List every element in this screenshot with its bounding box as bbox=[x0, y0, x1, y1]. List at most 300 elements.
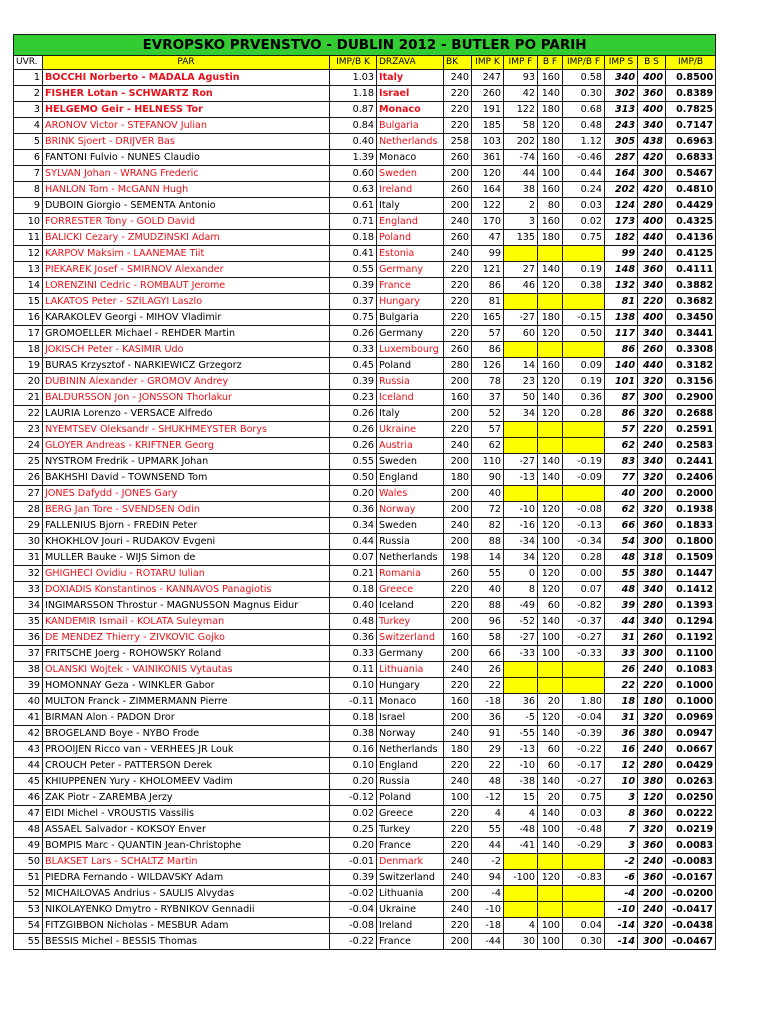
cell-impf[interactable]: -10 bbox=[504, 502, 538, 518]
cell-impbf[interactable]: 0.38 bbox=[563, 278, 605, 294]
cell-country[interactable]: Estonia bbox=[377, 246, 444, 262]
cell-uvr[interactable]: 41 bbox=[14, 710, 43, 726]
cell-impbf[interactable]: 0.50 bbox=[563, 326, 605, 342]
cell-bf[interactable]: 140 bbox=[538, 454, 563, 470]
cell-bs[interactable]: 220 bbox=[638, 294, 666, 310]
cell-impbk[interactable]: 0.10 bbox=[330, 678, 377, 694]
cell-pair[interactable]: BOMPIS Marc - QUANTIN Jean-Christophe bbox=[43, 838, 330, 854]
cell-impf[interactable]: -13 bbox=[504, 742, 538, 758]
cell-bk[interactable]: 200 bbox=[444, 614, 472, 630]
cell-impbf[interactable]: -0.08 bbox=[563, 502, 605, 518]
cell-imps[interactable]: 16 bbox=[605, 742, 638, 758]
cell-bk[interactable]: 260 bbox=[444, 566, 472, 582]
cell-impb[interactable]: 0.2441 bbox=[666, 454, 716, 470]
cell-bf[interactable]: 60 bbox=[538, 598, 563, 614]
cell-bf[interactable]: 100 bbox=[538, 822, 563, 838]
cell-imps[interactable]: 62 bbox=[605, 438, 638, 454]
cell-country[interactable]: Monaco bbox=[377, 102, 444, 118]
cell-bf[interactable]: 120 bbox=[538, 374, 563, 390]
cell-impk[interactable]: 36 bbox=[472, 710, 504, 726]
cell-uvr[interactable]: 8 bbox=[14, 182, 43, 198]
cell-impb[interactable]: 0.0250 bbox=[666, 790, 716, 806]
cell-impb[interactable]: 0.2900 bbox=[666, 390, 716, 406]
cell-pair[interactable]: EIDI Michel - VROUSTIS Vassilis bbox=[43, 806, 330, 822]
cell-imps[interactable]: 86 bbox=[605, 406, 638, 422]
cell-impf[interactable] bbox=[504, 886, 538, 902]
cell-bs[interactable]: 300 bbox=[638, 534, 666, 550]
cell-impbf[interactable]: -0.13 bbox=[563, 518, 605, 534]
cell-bf[interactable] bbox=[538, 438, 563, 454]
cell-pair[interactable]: BOCCHI Norberto - MADALA Agustin bbox=[43, 70, 330, 86]
cell-pair[interactable]: PIEDRA Fernando - WILDAVSKY Adam bbox=[43, 870, 330, 886]
cell-impk[interactable]: 44 bbox=[472, 838, 504, 854]
cell-impk[interactable]: 260 bbox=[472, 86, 504, 102]
cell-uvr[interactable]: 37 bbox=[14, 646, 43, 662]
cell-impbk[interactable]: 0.07 bbox=[330, 550, 377, 566]
cell-bk[interactable]: 260 bbox=[444, 230, 472, 246]
cell-uvr[interactable]: 18 bbox=[14, 342, 43, 358]
cell-bk[interactable]: 220 bbox=[444, 582, 472, 598]
cell-bf[interactable] bbox=[538, 854, 563, 870]
cell-country[interactable]: Greece bbox=[377, 582, 444, 598]
cell-impbk[interactable]: 0.26 bbox=[330, 422, 377, 438]
cell-pair[interactable]: GLOYER Andreas - KRIFTNER Georg bbox=[43, 438, 330, 454]
cell-bk[interactable]: 240 bbox=[444, 662, 472, 678]
cell-pair[interactable]: CROUCH Peter - PATTERSON Derek bbox=[43, 758, 330, 774]
cell-impb[interactable]: 0.0667 bbox=[666, 742, 716, 758]
cell-impbk[interactable]: -0.01 bbox=[330, 854, 377, 870]
cell-bs[interactable]: 220 bbox=[638, 422, 666, 438]
cell-impb[interactable]: 0.0969 bbox=[666, 710, 716, 726]
cell-uvr[interactable]: 42 bbox=[14, 726, 43, 742]
cell-bk[interactable]: 200 bbox=[444, 454, 472, 470]
cell-bs[interactable]: 360 bbox=[638, 870, 666, 886]
cell-country[interactable]: Lithuania bbox=[377, 662, 444, 678]
cell-impbf[interactable]: 0.07 bbox=[563, 582, 605, 598]
cell-imps[interactable]: 313 bbox=[605, 102, 638, 118]
cell-impb[interactable]: 0.2591 bbox=[666, 422, 716, 438]
cell-bs[interactable]: 280 bbox=[638, 198, 666, 214]
cell-pair[interactable]: JONES Dafydd - JONES Gary bbox=[43, 486, 330, 502]
cell-impbf[interactable]: 0.03 bbox=[563, 806, 605, 822]
cell-bk[interactable]: 240 bbox=[444, 870, 472, 886]
cell-impb[interactable]: 0.4429 bbox=[666, 198, 716, 214]
cell-bs[interactable]: 380 bbox=[638, 726, 666, 742]
cell-imps[interactable]: 287 bbox=[605, 150, 638, 166]
cell-pair[interactable]: MICHAILOVAS Andrius - SAULIS Alvydas bbox=[43, 886, 330, 902]
cell-bs[interactable]: 340 bbox=[638, 454, 666, 470]
cell-impk[interactable]: 72 bbox=[472, 502, 504, 518]
cell-impk[interactable]: 81 bbox=[472, 294, 504, 310]
cell-bf[interactable]: 160 bbox=[538, 70, 563, 86]
cell-impb[interactable]: 0.1000 bbox=[666, 694, 716, 710]
cell-impk[interactable]: -10 bbox=[472, 902, 504, 918]
cell-impbf[interactable]: -0.48 bbox=[563, 822, 605, 838]
cell-impbk[interactable]: 0.75 bbox=[330, 310, 377, 326]
cell-uvr[interactable]: 4 bbox=[14, 118, 43, 134]
cell-bk[interactable]: 220 bbox=[444, 598, 472, 614]
cell-country[interactable]: Switzerland bbox=[377, 630, 444, 646]
cell-impbk[interactable]: -0.11 bbox=[330, 694, 377, 710]
cell-uvr[interactable]: 36 bbox=[14, 630, 43, 646]
cell-uvr[interactable]: 54 bbox=[14, 918, 43, 934]
cell-impbf[interactable]: -0.09 bbox=[563, 470, 605, 486]
cell-country[interactable]: Romania bbox=[377, 566, 444, 582]
cell-impk[interactable]: 165 bbox=[472, 310, 504, 326]
cell-country[interactable]: England bbox=[377, 470, 444, 486]
cell-bf[interactable] bbox=[538, 678, 563, 694]
cell-imps[interactable]: -14 bbox=[605, 918, 638, 934]
cell-bk[interactable]: 100 bbox=[444, 790, 472, 806]
cell-imps[interactable]: 44 bbox=[605, 614, 638, 630]
cell-impb[interactable]: 0.1509 bbox=[666, 550, 716, 566]
cell-impbf[interactable]: -0.39 bbox=[563, 726, 605, 742]
cell-impb[interactable]: -0.0438 bbox=[666, 918, 716, 934]
cell-impk[interactable]: 55 bbox=[472, 566, 504, 582]
cell-bs[interactable]: 340 bbox=[638, 614, 666, 630]
cell-imps[interactable]: -6 bbox=[605, 870, 638, 886]
cell-impbk[interactable]: 0.26 bbox=[330, 438, 377, 454]
cell-pair[interactable]: KHOKHLOV Jouri - RUDAKOV Evgeni bbox=[43, 534, 330, 550]
cell-bk[interactable]: 258 bbox=[444, 134, 472, 150]
cell-impk[interactable]: 121 bbox=[472, 262, 504, 278]
cell-impbf[interactable]: 0.02 bbox=[563, 214, 605, 230]
cell-country[interactable]: Switzerland bbox=[377, 870, 444, 886]
cell-bk[interactable]: 200 bbox=[444, 406, 472, 422]
cell-uvr[interactable]: 11 bbox=[14, 230, 43, 246]
cell-impk[interactable]: 22 bbox=[472, 758, 504, 774]
cell-country[interactable]: Poland bbox=[377, 230, 444, 246]
cell-bk[interactable]: 220 bbox=[444, 278, 472, 294]
cell-impb[interactable]: 0.0222 bbox=[666, 806, 716, 822]
cell-imps[interactable]: 87 bbox=[605, 390, 638, 406]
cell-impk[interactable]: 247 bbox=[472, 70, 504, 86]
cell-bf[interactable]: 100 bbox=[538, 534, 563, 550]
cell-uvr[interactable]: 43 bbox=[14, 742, 43, 758]
cell-country[interactable]: Poland bbox=[377, 790, 444, 806]
cell-bf[interactable]: 100 bbox=[538, 918, 563, 934]
cell-bk[interactable]: 220 bbox=[444, 326, 472, 342]
cell-uvr[interactable]: 27 bbox=[14, 486, 43, 502]
cell-country[interactable]: Greece bbox=[377, 806, 444, 822]
cell-bk[interactable]: 220 bbox=[444, 262, 472, 278]
cell-bs[interactable]: 240 bbox=[638, 438, 666, 454]
cell-bs[interactable]: 440 bbox=[638, 358, 666, 374]
cell-bk[interactable]: 240 bbox=[444, 518, 472, 534]
cell-impb[interactable]: 0.2406 bbox=[666, 470, 716, 486]
cell-pair[interactable]: ASSAEL Salvador - KOKSOY Enver bbox=[43, 822, 330, 838]
cell-impbk[interactable]: 0.44 bbox=[330, 534, 377, 550]
cell-impb[interactable]: 0.3182 bbox=[666, 358, 716, 374]
cell-imps[interactable]: 48 bbox=[605, 550, 638, 566]
cell-impbf[interactable] bbox=[563, 486, 605, 502]
cell-bs[interactable]: 300 bbox=[638, 646, 666, 662]
cell-impbk[interactable]: -0.02 bbox=[330, 886, 377, 902]
cell-impbk[interactable]: 0.48 bbox=[330, 614, 377, 630]
cell-impbk[interactable]: 0.87 bbox=[330, 102, 377, 118]
cell-uvr[interactable]: 55 bbox=[14, 934, 43, 950]
cell-bs[interactable]: 400 bbox=[638, 70, 666, 86]
cell-bk[interactable]: 220 bbox=[444, 758, 472, 774]
cell-impbf[interactable]: 0.48 bbox=[563, 118, 605, 134]
cell-impbk[interactable]: 0.50 bbox=[330, 470, 377, 486]
cell-uvr[interactable]: 26 bbox=[14, 470, 43, 486]
cell-bk[interactable]: 160 bbox=[444, 390, 472, 406]
cell-bf[interactable]: 100 bbox=[538, 934, 563, 950]
cell-uvr[interactable]: 51 bbox=[14, 870, 43, 886]
cell-imps[interactable]: 140 bbox=[605, 358, 638, 374]
cell-bf[interactable]: 100 bbox=[538, 646, 563, 662]
cell-impk[interactable]: 57 bbox=[472, 326, 504, 342]
cell-bf[interactable]: 160 bbox=[538, 214, 563, 230]
cell-impk[interactable]: 110 bbox=[472, 454, 504, 470]
cell-uvr[interactable]: 10 bbox=[14, 214, 43, 230]
cell-bs[interactable]: 320 bbox=[638, 822, 666, 838]
cell-impk[interactable]: 91 bbox=[472, 726, 504, 742]
cell-uvr[interactable]: 52 bbox=[14, 886, 43, 902]
cell-impf[interactable] bbox=[504, 854, 538, 870]
cell-imps[interactable]: 340 bbox=[605, 70, 638, 86]
cell-impb[interactable]: 0.3682 bbox=[666, 294, 716, 310]
cell-pair[interactable]: PROOIJEN Ricco van - VERHEES JR Louk bbox=[43, 742, 330, 758]
cell-impbf[interactable] bbox=[563, 246, 605, 262]
cell-impk[interactable]: 94 bbox=[472, 870, 504, 886]
cell-pair[interactable]: LAURIA Lorenzo - VERSACE Alfredo bbox=[43, 406, 330, 422]
cell-bk[interactable]: 220 bbox=[444, 806, 472, 822]
cell-bs[interactable]: 240 bbox=[638, 662, 666, 678]
cell-bk[interactable]: 200 bbox=[444, 198, 472, 214]
cell-impk[interactable]: 57 bbox=[472, 422, 504, 438]
cell-bs[interactable]: 320 bbox=[638, 502, 666, 518]
cell-imps[interactable]: 83 bbox=[605, 454, 638, 470]
cell-pair[interactable]: HELGEMO Geir - HELNESS Tor bbox=[43, 102, 330, 118]
cell-imps[interactable]: 101 bbox=[605, 374, 638, 390]
cell-bs[interactable]: 320 bbox=[638, 710, 666, 726]
cell-impbk[interactable]: 0.71 bbox=[330, 214, 377, 230]
cell-bs[interactable]: 400 bbox=[638, 310, 666, 326]
cell-impb[interactable]: -0.0467 bbox=[666, 934, 716, 950]
cell-impbf[interactable]: 0.19 bbox=[563, 374, 605, 390]
cell-impbk[interactable]: 0.33 bbox=[330, 342, 377, 358]
cell-impbf[interactable]: 0.04 bbox=[563, 918, 605, 934]
cell-country[interactable]: Ukraine bbox=[377, 902, 444, 918]
cell-impk[interactable]: 62 bbox=[472, 438, 504, 454]
cell-bf[interactable]: 180 bbox=[538, 230, 563, 246]
cell-impbf[interactable] bbox=[563, 422, 605, 438]
cell-bk[interactable]: 200 bbox=[444, 502, 472, 518]
cell-impk[interactable]: 86 bbox=[472, 342, 504, 358]
cell-bs[interactable]: 240 bbox=[638, 246, 666, 262]
cell-impbk[interactable]: 0.40 bbox=[330, 134, 377, 150]
cell-impf[interactable]: 38 bbox=[504, 182, 538, 198]
cell-impf[interactable]: 8 bbox=[504, 582, 538, 598]
header-imps[interactable]: IMP S bbox=[605, 56, 638, 70]
cell-impb[interactable]: 0.3441 bbox=[666, 326, 716, 342]
cell-imps[interactable]: 302 bbox=[605, 86, 638, 102]
cell-impf[interactable] bbox=[504, 342, 538, 358]
cell-country[interactable]: Wales bbox=[377, 486, 444, 502]
cell-impf[interactable]: -10 bbox=[504, 758, 538, 774]
cell-impf[interactable]: 4 bbox=[504, 918, 538, 934]
cell-uvr[interactable]: 21 bbox=[14, 390, 43, 406]
cell-imps[interactable]: 26 bbox=[605, 662, 638, 678]
cell-impbf[interactable]: -0.33 bbox=[563, 646, 605, 662]
cell-impbf[interactable] bbox=[563, 886, 605, 902]
cell-impbk[interactable]: 0.02 bbox=[330, 806, 377, 822]
cell-bf[interactable]: 120 bbox=[538, 550, 563, 566]
cell-impbf[interactable]: 1.80 bbox=[563, 694, 605, 710]
cell-country[interactable]: Norway bbox=[377, 502, 444, 518]
cell-bk[interactable]: 240 bbox=[444, 70, 472, 86]
cell-impf[interactable] bbox=[504, 422, 538, 438]
cell-pair[interactable]: BRINK Sjoert - DRIJVER Bas bbox=[43, 134, 330, 150]
cell-imps[interactable]: 99 bbox=[605, 246, 638, 262]
cell-country[interactable]: France bbox=[377, 934, 444, 950]
cell-pair[interactable]: SYLVAN Johan - WRANG Frederic bbox=[43, 166, 330, 182]
cell-bf[interactable] bbox=[538, 422, 563, 438]
cell-uvr[interactable]: 6 bbox=[14, 150, 43, 166]
cell-bk[interactable]: 240 bbox=[444, 902, 472, 918]
cell-imps[interactable]: 243 bbox=[605, 118, 638, 134]
cell-bk[interactable]: 240 bbox=[444, 774, 472, 790]
cell-impb[interactable]: 0.0219 bbox=[666, 822, 716, 838]
cell-bk[interactable]: 198 bbox=[444, 550, 472, 566]
cell-bk[interactable]: 260 bbox=[444, 182, 472, 198]
cell-impbk[interactable]: 0.63 bbox=[330, 182, 377, 198]
cell-impk[interactable]: 170 bbox=[472, 214, 504, 230]
cell-bf[interactable]: 140 bbox=[538, 806, 563, 822]
cell-bk[interactable]: 200 bbox=[444, 374, 472, 390]
cell-pair[interactable]: NYSTROM Fredrik - UPMARK Johan bbox=[43, 454, 330, 470]
cell-impbk[interactable]: 0.20 bbox=[330, 838, 377, 854]
cell-impf[interactable]: -48 bbox=[504, 822, 538, 838]
cell-bf[interactable] bbox=[538, 886, 563, 902]
cell-country[interactable]: Ireland bbox=[377, 918, 444, 934]
cell-country[interactable]: Bulgaria bbox=[377, 118, 444, 134]
cell-pair[interactable]: BALICKI Cezary - ZMUDZINSKI Adam bbox=[43, 230, 330, 246]
cell-impbk[interactable]: 0.41 bbox=[330, 246, 377, 262]
cell-impb[interactable]: 0.1192 bbox=[666, 630, 716, 646]
cell-impk[interactable]: 29 bbox=[472, 742, 504, 758]
cell-imps[interactable]: 31 bbox=[605, 630, 638, 646]
cell-country[interactable]: Ukraine bbox=[377, 422, 444, 438]
cell-impk[interactable]: 103 bbox=[472, 134, 504, 150]
cell-bs[interactable]: 280 bbox=[638, 758, 666, 774]
cell-bk[interactable]: 240 bbox=[444, 726, 472, 742]
cell-country[interactable]: Norway bbox=[377, 726, 444, 742]
cell-uvr[interactable]: 19 bbox=[14, 358, 43, 374]
cell-impbk[interactable]: 0.36 bbox=[330, 630, 377, 646]
cell-bs[interactable]: 260 bbox=[638, 342, 666, 358]
cell-imps[interactable]: 31 bbox=[605, 710, 638, 726]
cell-impbf[interactable]: -0.29 bbox=[563, 838, 605, 854]
cell-impk[interactable]: 47 bbox=[472, 230, 504, 246]
cell-impf[interactable]: 23 bbox=[504, 374, 538, 390]
cell-bk[interactable]: 220 bbox=[444, 838, 472, 854]
cell-impbf[interactable]: 0.03 bbox=[563, 198, 605, 214]
cell-impf[interactable]: -5 bbox=[504, 710, 538, 726]
cell-bs[interactable]: 340 bbox=[638, 582, 666, 598]
cell-imps[interactable]: -2 bbox=[605, 854, 638, 870]
cell-impbk[interactable]: 0.16 bbox=[330, 742, 377, 758]
cell-uvr[interactable]: 47 bbox=[14, 806, 43, 822]
cell-uvr[interactable]: 24 bbox=[14, 438, 43, 454]
cell-pair[interactable]: BROGELAND Boye - NYBO Frode bbox=[43, 726, 330, 742]
cell-bk[interactable]: 160 bbox=[444, 694, 472, 710]
header-impb[interactable]: IMP/B bbox=[666, 56, 716, 70]
cell-impb[interactable]: -0.0200 bbox=[666, 886, 716, 902]
cell-pair[interactable]: BAKHSHI David - TOWNSEND Tom bbox=[43, 470, 330, 486]
cell-impf[interactable]: 46 bbox=[504, 278, 538, 294]
cell-bk[interactable]: 260 bbox=[444, 150, 472, 166]
cell-impb[interactable]: -0.0417 bbox=[666, 902, 716, 918]
cell-bs[interactable]: 320 bbox=[638, 470, 666, 486]
cell-country[interactable]: Germany bbox=[377, 326, 444, 342]
cell-pair[interactable]: LAKATOS Peter - SZILAGYI Laszlo bbox=[43, 294, 330, 310]
cell-bs[interactable]: 220 bbox=[638, 678, 666, 694]
cell-impk[interactable]: 86 bbox=[472, 278, 504, 294]
cell-uvr[interactable]: 46 bbox=[14, 790, 43, 806]
cell-impk[interactable]: 96 bbox=[472, 614, 504, 630]
header-drzava[interactable]: DRZAVA bbox=[377, 56, 444, 70]
cell-pair[interactable]: KARPOV Maksim - LAANEMAE Tiit bbox=[43, 246, 330, 262]
cell-bf[interactable]: 140 bbox=[538, 774, 563, 790]
cell-pair[interactable]: ARONOV Victor - STEFANOV Julian bbox=[43, 118, 330, 134]
cell-uvr[interactable]: 28 bbox=[14, 502, 43, 518]
cell-impb[interactable]: 0.1000 bbox=[666, 678, 716, 694]
cell-country[interactable]: Sweden bbox=[377, 454, 444, 470]
cell-uvr[interactable]: 17 bbox=[14, 326, 43, 342]
cell-bs[interactable]: 180 bbox=[638, 694, 666, 710]
cell-bf[interactable]: 60 bbox=[538, 742, 563, 758]
cell-impf[interactable]: -16 bbox=[504, 518, 538, 534]
cell-impb[interactable]: 0.6833 bbox=[666, 150, 716, 166]
cell-bs[interactable]: 420 bbox=[638, 182, 666, 198]
cell-impk[interactable]: -18 bbox=[472, 694, 504, 710]
cell-impk[interactable]: 4 bbox=[472, 806, 504, 822]
cell-country[interactable]: Israel bbox=[377, 710, 444, 726]
cell-imps[interactable]: 54 bbox=[605, 534, 638, 550]
cell-impb[interactable]: 0.7147 bbox=[666, 118, 716, 134]
cell-imps[interactable]: 18 bbox=[605, 694, 638, 710]
cell-bk[interactable]: 220 bbox=[444, 310, 472, 326]
cell-bs[interactable]: 360 bbox=[638, 86, 666, 102]
cell-bf[interactable]: 180 bbox=[538, 134, 563, 150]
cell-imps[interactable]: 77 bbox=[605, 470, 638, 486]
cell-pair[interactable]: HANLON Tom - McGANN Hugh bbox=[43, 182, 330, 198]
cell-impbf[interactable]: -0.27 bbox=[563, 630, 605, 646]
cell-impk[interactable]: -2 bbox=[472, 854, 504, 870]
cell-bf[interactable]: 100 bbox=[538, 630, 563, 646]
cell-impb[interactable]: 0.3156 bbox=[666, 374, 716, 390]
cell-pair[interactable]: FISHER Lotan - SCHWARTZ Ron bbox=[43, 86, 330, 102]
cell-pair[interactable]: DUBOIN Giorgio - SEMENTA Antonio bbox=[43, 198, 330, 214]
cell-impbk[interactable]: -0.22 bbox=[330, 934, 377, 950]
cell-impb[interactable]: 0.2688 bbox=[666, 406, 716, 422]
cell-bf[interactable]: 120 bbox=[538, 870, 563, 886]
cell-bf[interactable]: 140 bbox=[538, 390, 563, 406]
cell-pair[interactable]: LORENZINI Cedric - ROMBAUT Jerome bbox=[43, 278, 330, 294]
cell-country[interactable]: Turkey bbox=[377, 614, 444, 630]
cell-impf[interactable]: -33 bbox=[504, 646, 538, 662]
cell-impf[interactable]: -55 bbox=[504, 726, 538, 742]
cell-bf[interactable]: 100 bbox=[538, 166, 563, 182]
cell-impk[interactable]: 58 bbox=[472, 630, 504, 646]
cell-imps[interactable]: -4 bbox=[605, 886, 638, 902]
cell-pair[interactable]: MULTON Franck - ZIMMERMANN Pierre bbox=[43, 694, 330, 710]
cell-bf[interactable] bbox=[538, 342, 563, 358]
cell-bf[interactable]: 20 bbox=[538, 790, 563, 806]
